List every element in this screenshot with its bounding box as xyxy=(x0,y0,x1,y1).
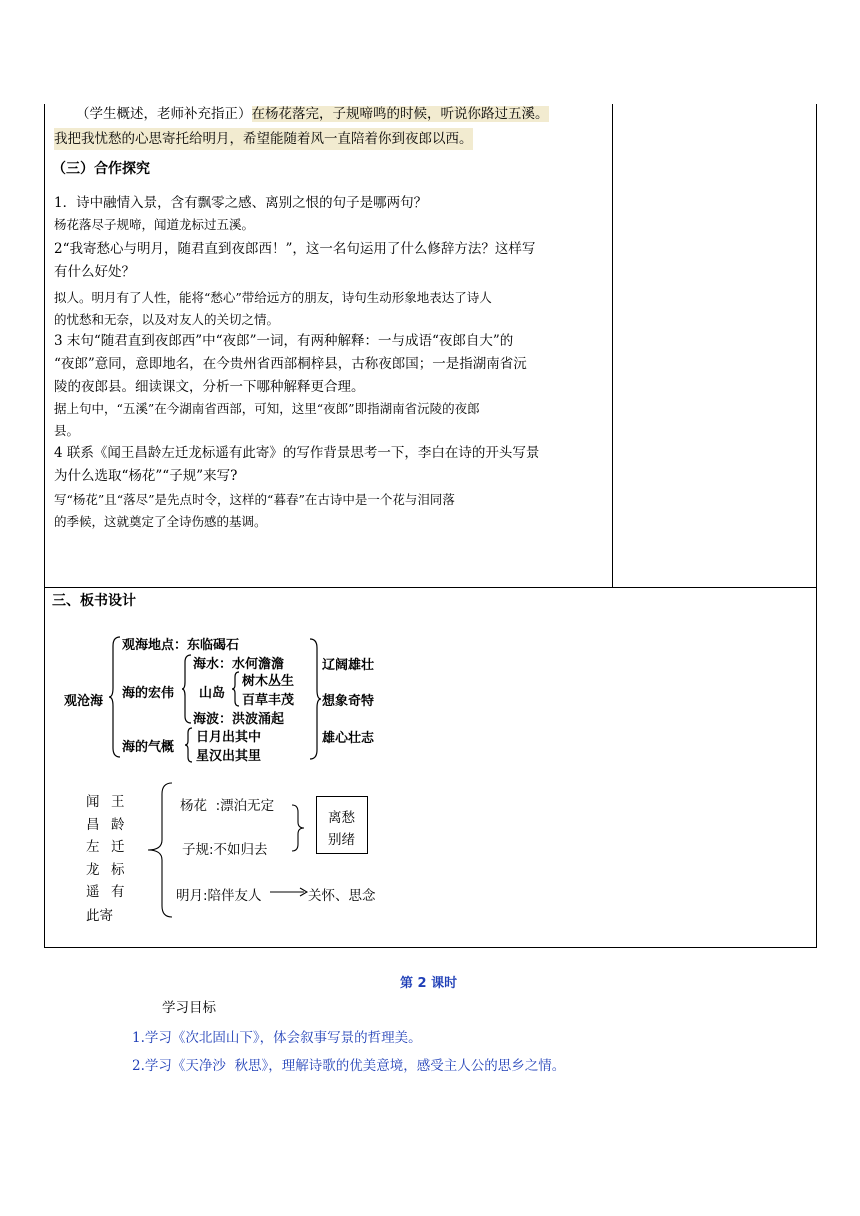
answer-1: 杨花落尽子规啼，闻道龙标过五溪。 xyxy=(54,217,255,232)
d2-box xyxy=(316,796,368,854)
answer-4-line-2: 的季候，这就奠定了全诗伤感的基调。 xyxy=(54,514,267,529)
d1-water: 海水：水何澹澹 xyxy=(193,657,285,672)
d1-spirit: 海的气概 xyxy=(122,740,175,755)
question-3-line-3: 陵的夜郎县。细读课文，分析一下哪种解释更合理。 xyxy=(54,379,365,395)
d2-title-char: 左 xyxy=(86,839,100,855)
d1-sun: 日月出其中 xyxy=(196,730,262,745)
d2-title-char: 有 xyxy=(111,884,125,900)
d1-spirit-brace xyxy=(184,727,194,763)
answer-3-line-2: 县。 xyxy=(54,423,80,438)
d2-moon-right: 关怀、思念 xyxy=(308,888,376,904)
intro-line-1 xyxy=(54,103,549,125)
lesson-2-title: 第 2 课时 xyxy=(400,976,458,991)
answer-4-line-1: 写“杨花”且“落尽”是先点时令，这样的“暮春”在古诗中是一个花与泪同落 xyxy=(54,492,455,507)
d2-title-char: 迁 xyxy=(111,839,125,855)
d1-result-1: 辽阔雄壮 xyxy=(322,658,375,673)
d2-title-char: 闻 xyxy=(86,794,100,810)
d2-box-line-2: 别绪 xyxy=(328,832,355,848)
d2-title-col-1 xyxy=(86,791,102,904)
question-4-line-1: 4 联系《闻王昌龄左迁龙标遥有此寄》的写作背景思考一下，李白在诗的开头写景 xyxy=(54,445,540,461)
d1-result-3: 雄心壮志 xyxy=(322,731,375,746)
d1-waves: 海波：洪波涌起 xyxy=(193,712,285,727)
question-3-line-1: 3 末句“随君直到夜郎西”中“夜郎”一词，有两种解释：一与成语“夜郎自大”的 xyxy=(54,333,514,349)
learning-goal-2: 2.学习《天净沙 秋思》，理解诗歌的优美意境，感受主人公的思乡之情。 xyxy=(132,1058,566,1074)
answer-3-line-1: 据上句中，“五溪”在今湖南省西部，可知，这里“夜郎”即指湖南省沅陵的夜郎 xyxy=(54,401,480,416)
d1-grand-brace xyxy=(181,654,193,724)
section-heading-cooperative xyxy=(52,158,150,180)
table-left-border xyxy=(44,104,45,948)
d1-island-brace xyxy=(231,671,241,707)
table-right-border xyxy=(816,104,817,948)
d1-trees: 树木丛生 xyxy=(242,674,295,689)
table-divider-col xyxy=(612,104,613,587)
d2-box-line-1: 离愁 xyxy=(328,810,355,826)
d2-arrow-icon xyxy=(270,886,308,898)
question-2-line-2: 有什么好处？ xyxy=(54,264,135,280)
d1-grand: 海的宏伟 xyxy=(122,686,175,701)
d2-moon-left: 明月:陪伴友人 xyxy=(176,888,262,904)
d2-title-char: 遥 xyxy=(86,884,100,900)
d1-main-brace xyxy=(108,636,122,758)
answer-2-line-2: 的忧愁和无奈，以及对友人的关切之情。 xyxy=(54,312,280,327)
d2-title-last: 此寄 xyxy=(86,908,113,924)
d1-stars: 星汉出其里 xyxy=(196,749,262,764)
board-design-heading: 三、板书设计 xyxy=(52,593,136,609)
table-bottom-border xyxy=(44,947,817,948)
answer-2-line-1: 拟人。明月有了人性，能将“愁心”带给远方的朋友，诗句生动形象地表达了诗人 xyxy=(54,290,492,305)
learning-goals-label: 学习目标 xyxy=(162,1000,216,1016)
d1-grass: 百草丰茂 xyxy=(242,693,295,708)
d1-root: 观沧海 xyxy=(64,694,104,709)
learning-goal-1: 1.学习《次北固山下》，体会叙事写景的哲理美。 xyxy=(132,1030,422,1046)
d2-title-char: 龙 xyxy=(86,861,100,878)
d2-title-char: 王 xyxy=(111,794,125,810)
question-3-line-2: “夜郎”意同，意即地名，在今贵州省西部桐梓县，古称夜郎国；一是指湖南省沅 xyxy=(54,356,527,372)
intro-highlight-1: 在杨花落完，子规啼鸣的时候，听说你路过五溪。 xyxy=(251,106,549,122)
question-2-line-1: 2“我寄愁心与明月，随君直到夜郎西！”，这一名句运用了什么修辞方法？这样写 xyxy=(54,241,536,257)
intro-line-2: 我把我忧愁的心思寄托给明月，希望能随着风一直陪着你到夜郎以西。 xyxy=(54,128,473,150)
question-1: 1．诗中融情入景，含有飘零之感、离别之恨的句子是哪两句？ xyxy=(54,195,428,211)
d2-right-brace xyxy=(290,804,306,852)
d1-place: 观海地点：东临碣石 xyxy=(122,638,240,653)
d1-island: 山岛 xyxy=(199,686,226,701)
d2-title-char: 昌 xyxy=(86,816,100,833)
d1-right-brace xyxy=(308,638,322,760)
d2-title-char: 龄 xyxy=(111,816,125,833)
intro-prefix: （学生概述，老师补充指正） xyxy=(76,106,252,122)
question-4-line-2: 为什么选取“杨花”“子规”来写? xyxy=(54,468,238,484)
d2-willow: 杨花 :漂泊无定 xyxy=(180,798,275,814)
heading-text: （三）合作探究 xyxy=(52,161,150,177)
d2-title-col-2 xyxy=(111,791,127,904)
table-row-divider xyxy=(44,587,817,588)
d2-title-char: 标 xyxy=(111,861,125,878)
d2-cuckoo: 子规:不如归去 xyxy=(182,842,268,858)
d2-main-brace xyxy=(146,782,174,918)
d1-result-2: 想象奇特 xyxy=(322,694,375,709)
